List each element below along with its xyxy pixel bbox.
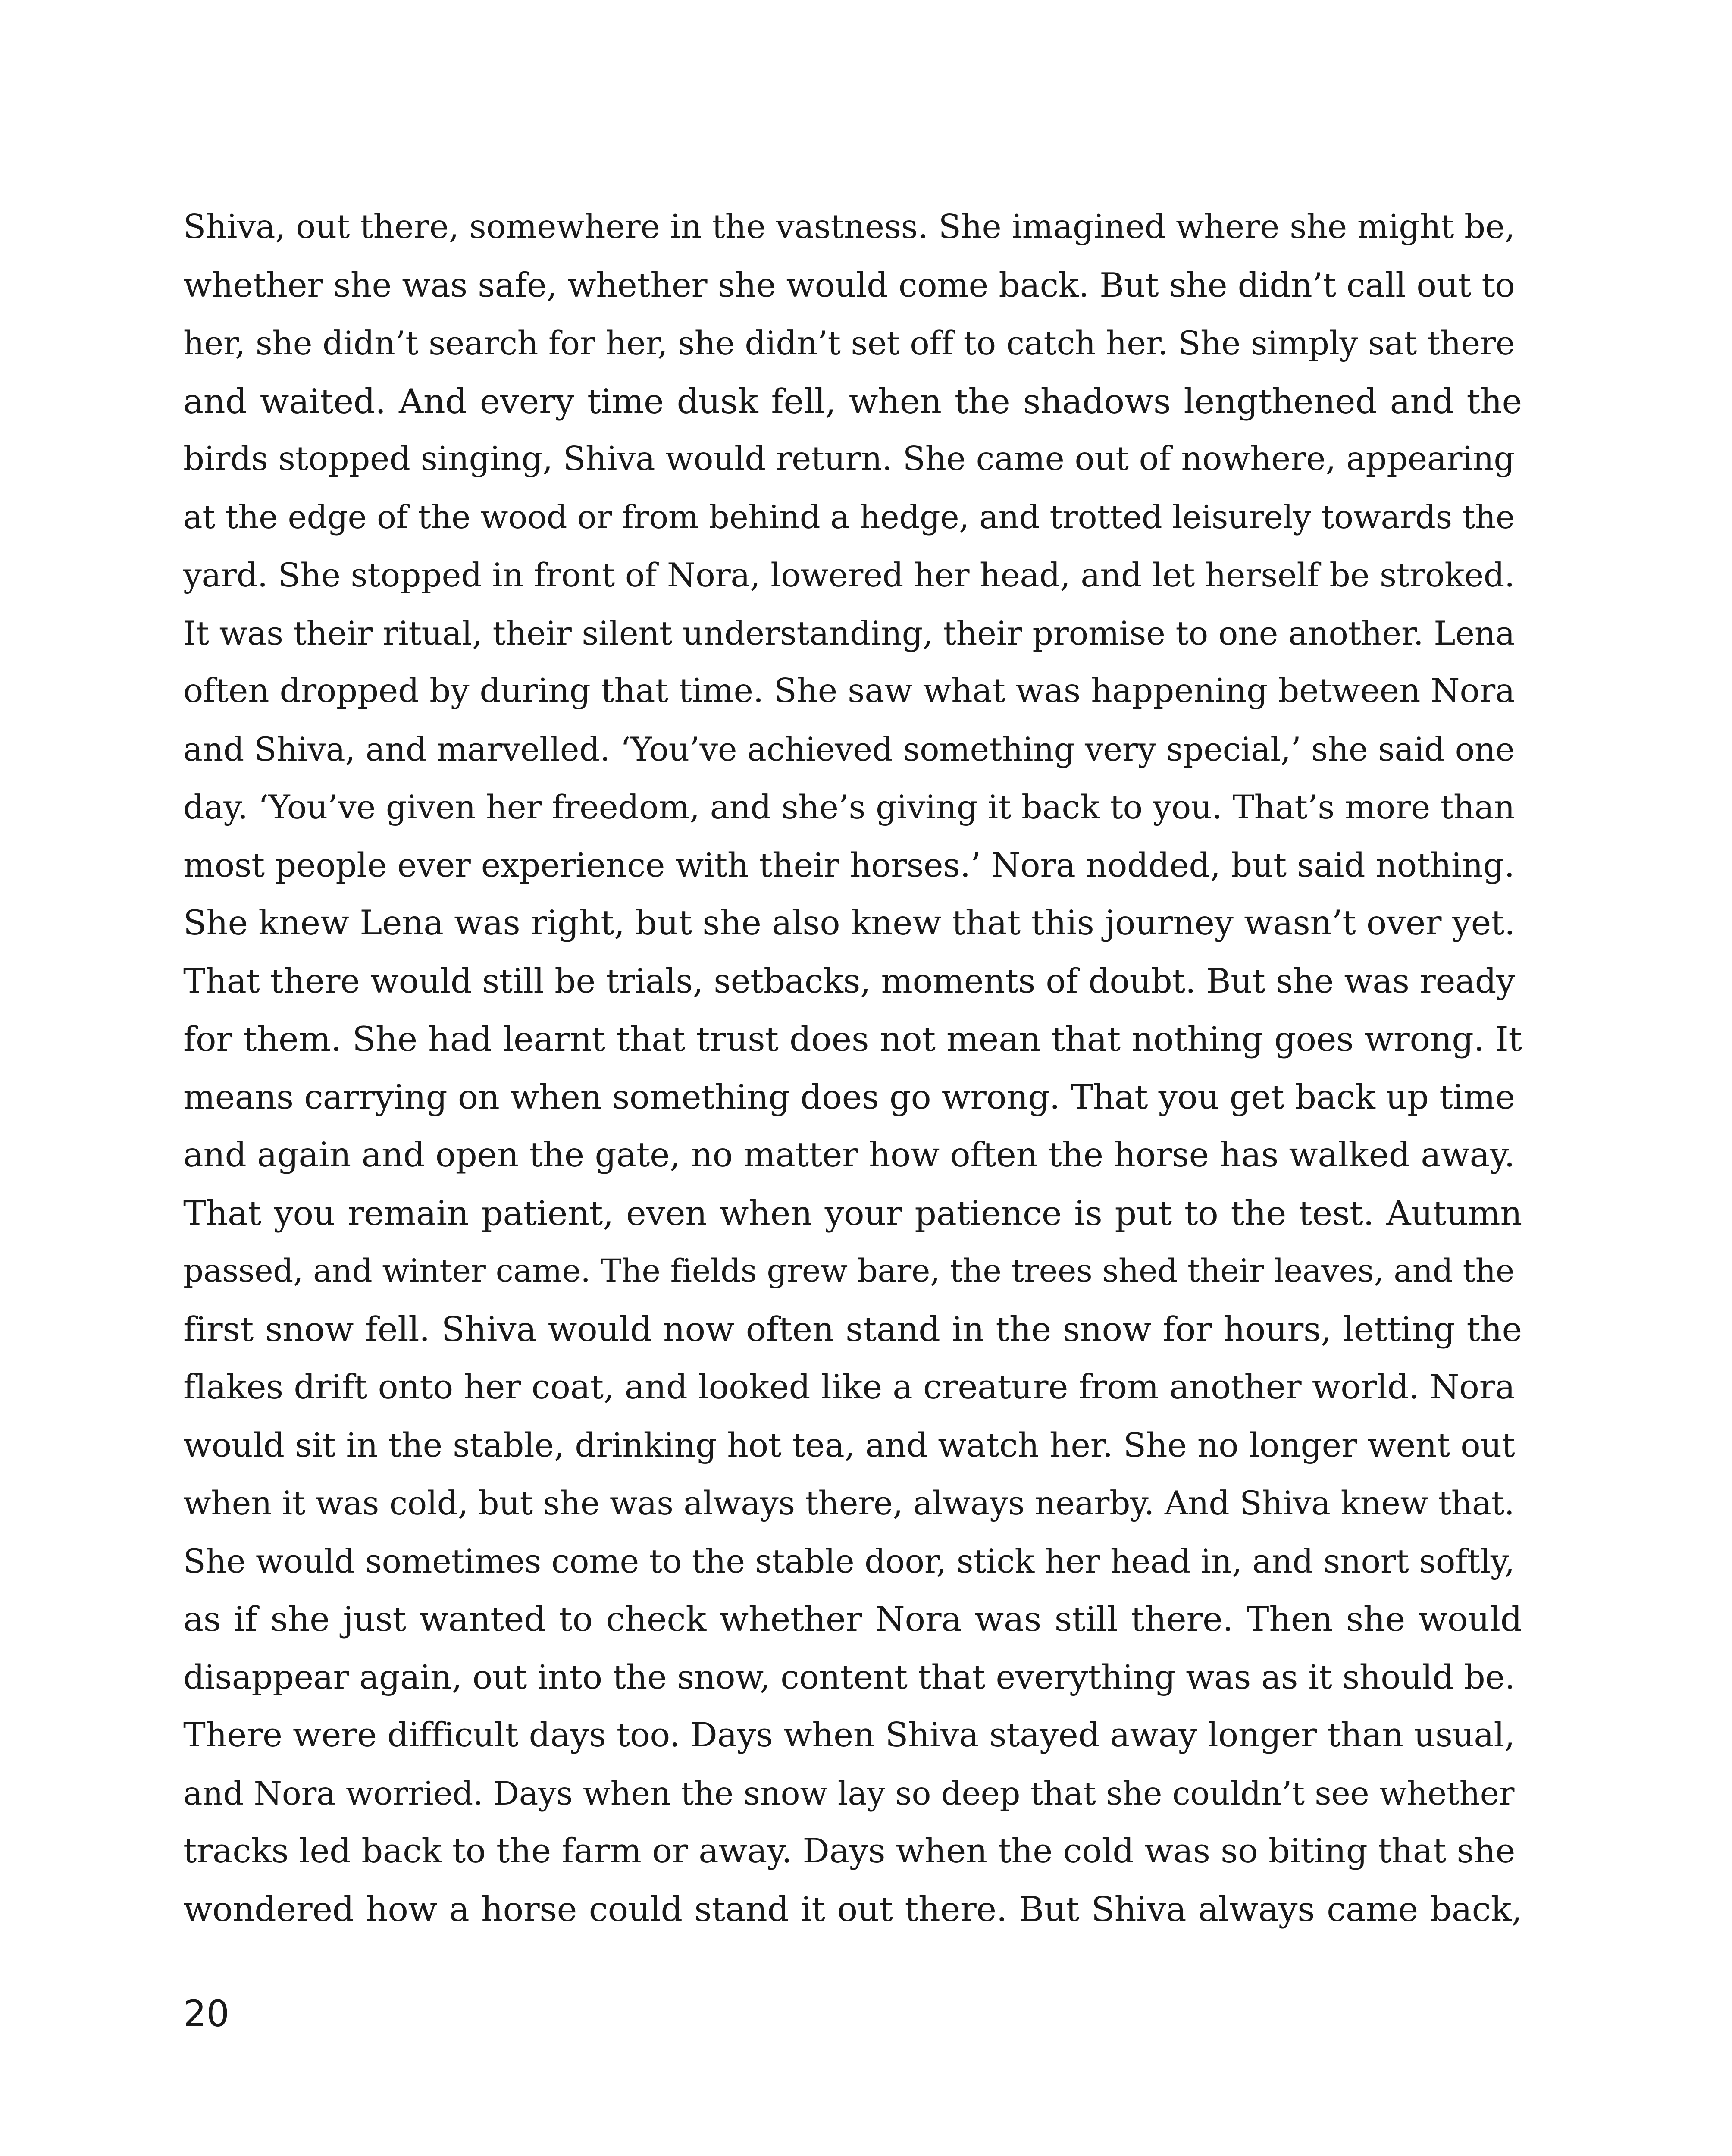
text-line: and Nora worried. Days when the snow lay so deep that she couldn’t see whether — [183, 1774, 1515, 1812]
text-line: Shiva, out there, somewhere in the vastness. She imagined where she might be, — [183, 208, 1515, 246]
text-line: and waited. And every time dusk fell, when the shadows lengthened and the — [183, 381, 1522, 421]
text-line: and Shiva, and marvelled. ‘You’ve achieved something very special,’ she said one — [183, 730, 1515, 768]
text-line: for them. She had learnt that trust does not mean that nothing goes wrong. It — [183, 1019, 1522, 1059]
text-line: at the edge of the wood or from behind a hedge, and trotted leisurely towards the — [183, 498, 1515, 536]
text-line: would sit in the stable, drinking hot tea, and watch her. She no longer went out — [183, 1426, 1515, 1465]
text-line: and again and open the gate, no matter how often the horse has walked away. — [183, 1135, 1515, 1175]
text-line: She would sometimes come to the stable door, stick her head in, and snort softly, — [183, 1542, 1515, 1580]
text-line: flakes drift onto her coat, and looked like a creature from another world. Nora — [183, 1368, 1515, 1407]
text-line: yard. She stopped in front of Nora, lowered her head, and let herself be stroked. — [183, 556, 1515, 594]
text-line: That you remain patient, even when your patience is put to the test. Autumn — [183, 1193, 1522, 1233]
text-line: wondered how a horse could stand it out there. But Shiva always came back, — [183, 1889, 1522, 1929]
text-line: disappear again, out into the snow, content that everything was as it should be. — [183, 1658, 1515, 1697]
text-line: first snow fell. Shiva would now often stand in the snow for hours, letting the — [183, 1309, 1522, 1349]
text-line: That there would still be trials, setbacks, moments of doubt. But she was ready — [183, 962, 1515, 1001]
text-line: as if she just wanted to check whether Nora was still there. Then she would — [183, 1599, 1522, 1639]
text-line: birds stopped singing, Shiva would return. She came out of nowhere, appearing — [183, 440, 1515, 478]
page-number: 20 — [183, 1993, 229, 2035]
text-line: whether she was safe, whether she would come back. But she didn’t call out to — [183, 266, 1515, 305]
text-line: often dropped by during that time. She saw what was happening between Nora — [183, 672, 1515, 710]
text-line: tracks led back to the farm or away. Days when the cold was so biting that she — [183, 1832, 1516, 1871]
text-line: It was their ritual, their silent understanding, their promise to one another. Lena — [183, 614, 1515, 652]
text-line: most people ever experience with their horses.’ Nora nodded, but said nothing. — [183, 846, 1515, 885]
text-line: She knew Lena was right, but she also knew that this journey wasn’t over yet. — [183, 903, 1515, 943]
text-line: There were difficult days too. Days when Shiva stayed away longer than usual, — [183, 1716, 1515, 1755]
text-line: passed, and winter came. The fields grew bare, the trees shed their leaves, and the — [183, 1253, 1515, 1289]
body-text — [183, 198, 1522, 1938]
text-line: when it was cold, but she was always there, always nearby. And Shiva knew that. — [183, 1484, 1515, 1522]
text-line: her, she didn’t search for her, she didn’t set off to catch her. She simply sat there — [183, 324, 1515, 362]
text-line: day. ‘You’ve given her freedom, and she’s giving it back to you. That’s more than — [183, 788, 1515, 826]
text-line: means carrying on when something does go wrong. That you get back up time — [183, 1077, 1515, 1117]
